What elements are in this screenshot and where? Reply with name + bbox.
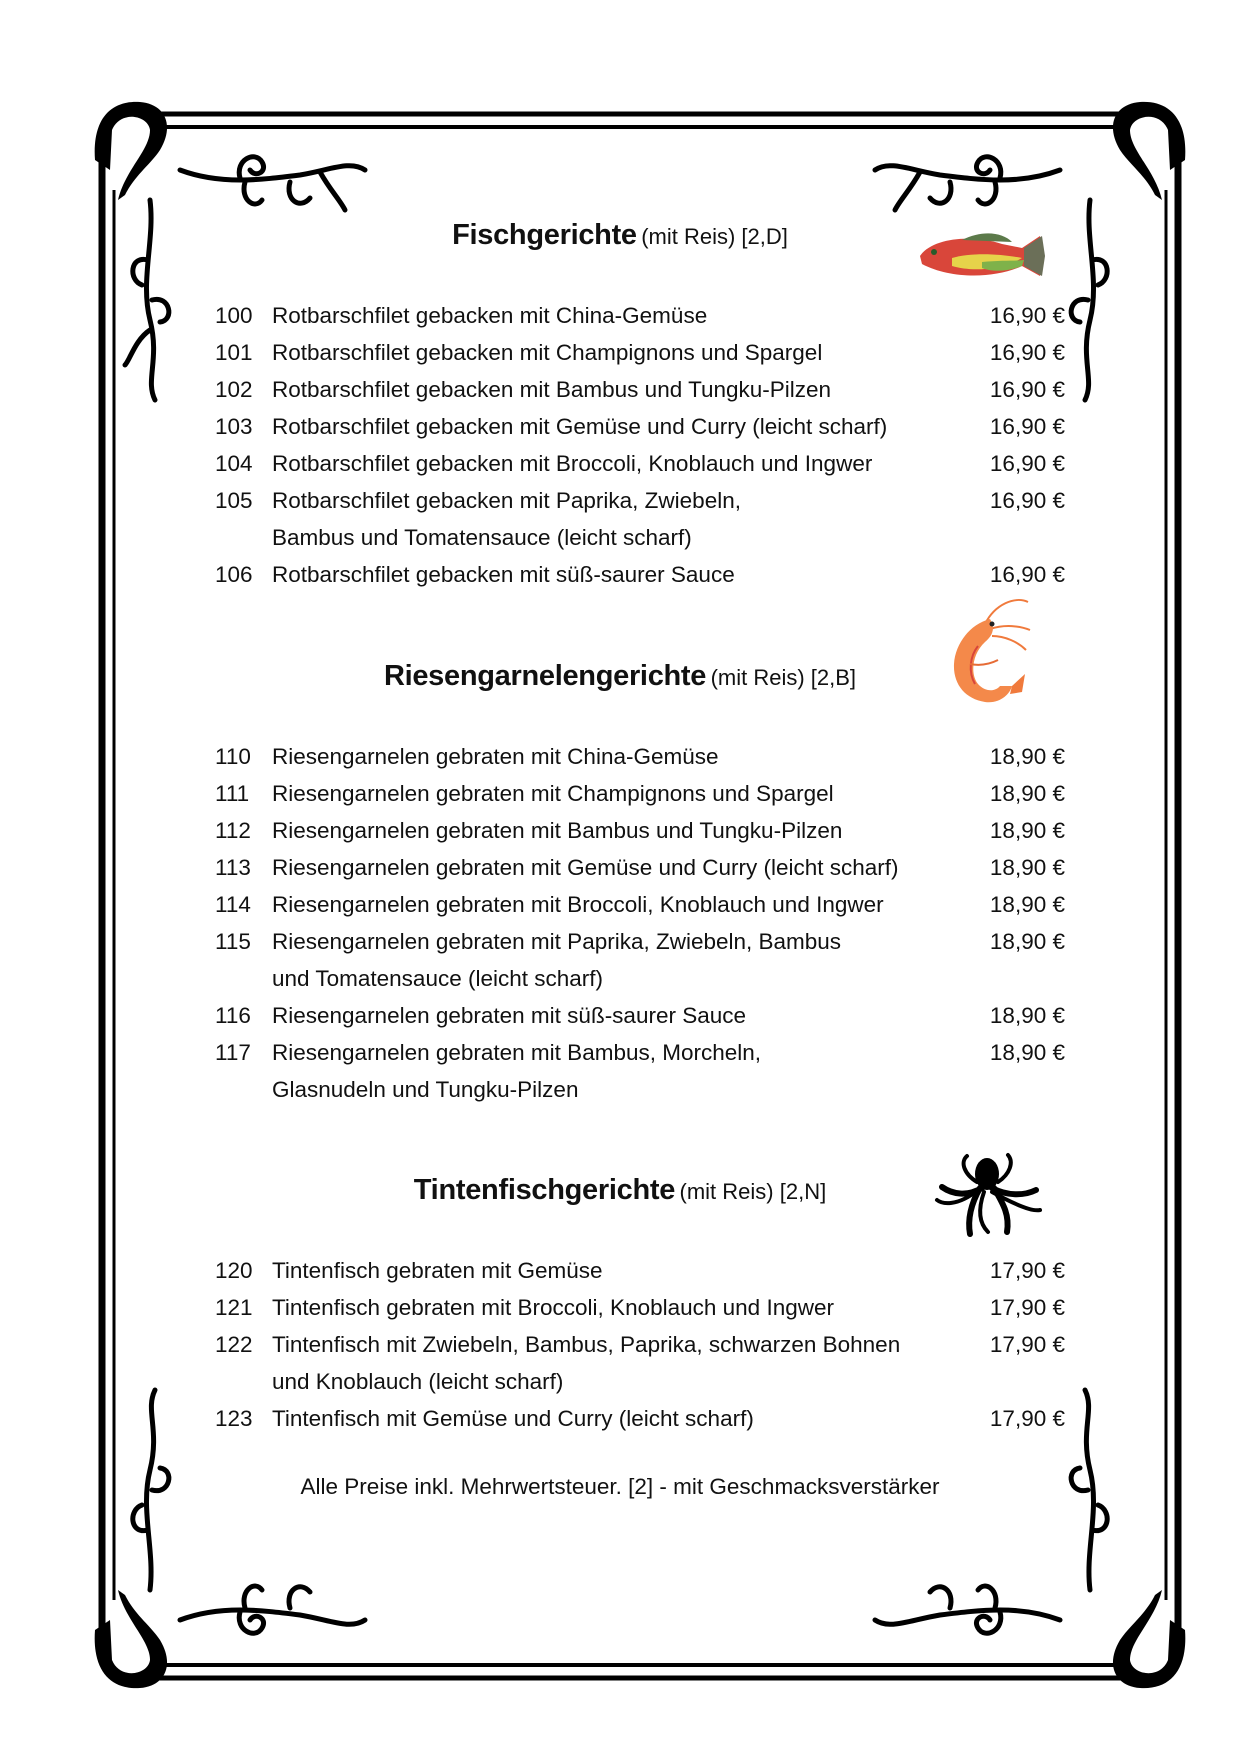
menu-item	[205, 408, 1065, 445]
item-description: Riesengarnelen gebraten mit Bambus und Tungku-Pilzen	[272, 818, 843, 843]
menu-item	[205, 997, 1065, 1034]
section-title: Fischgerichte	[452, 219, 637, 251]
item-description: Riesengarnelen gebraten mit süß-saurer Sauce	[272, 1003, 747, 1028]
menu-item	[205, 738, 1065, 775]
item-description-continued: Glasnudeln und Tungku-Pilzen	[272, 1077, 579, 1102]
item-description: Rotbarschfilet gebacken mit Champignons und Spargel	[272, 340, 823, 365]
menu-item	[205, 849, 1065, 886]
section-heading-fish	[0, 219, 1240, 252]
menu-item	[205, 371, 1065, 408]
item-number: 101	[215, 340, 253, 365]
item-number: 112	[215, 818, 251, 843]
section-heading-shrimp	[0, 660, 1240, 693]
item-description-continued: und Knoblauch (leicht scharf)	[272, 1369, 564, 1394]
item-description: Riesengarnelen gebraten mit Bambus, Morcheln,	[272, 1040, 762, 1065]
item-description: Rotbarschfilet gebacken mit Broccoli, Knoblauch und Ingwer	[272, 451, 873, 476]
fish-icon	[912, 226, 1047, 288]
item-description: Rotbarschfilet gebacken mit China-Gemüse	[272, 303, 708, 328]
item-price: 18,90 €	[989, 744, 1065, 769]
section-subtitle: (mit Reis) [2,N]	[679, 1179, 827, 1204]
item-description: Riesengarnelen gebraten mit China-Gemüse	[272, 744, 719, 769]
item-description: Rotbarschfilet gebacken mit Paprika, Zwiebeln,	[272, 488, 741, 513]
item-price: 16,90 €	[989, 414, 1065, 439]
section-title: Riesengarnelengerichte	[383, 660, 707, 692]
menu-item	[205, 886, 1065, 923]
section-subtitle: (mit Reis) [2,D]	[641, 224, 788, 249]
menu-item	[205, 923, 1065, 991]
section-subtitle: (mit Reis) [2,B]	[710, 665, 857, 690]
item-price: 18,90 €	[989, 818, 1065, 843]
shrimp-icon	[940, 594, 1035, 709]
item-description: Rotbarschfilet gebacken mit süß-saurer Sauce	[272, 562, 735, 587]
menu-item	[205, 482, 1065, 550]
item-number: 115	[215, 929, 251, 954]
item-price: 18,90 €	[989, 892, 1065, 917]
item-price: 18,90 €	[989, 855, 1065, 880]
item-number: 102	[215, 377, 253, 402]
menu-item	[205, 1400, 1065, 1437]
item-number: 106	[215, 562, 253, 587]
menu-item	[205, 297, 1065, 334]
item-number: 114	[215, 892, 251, 917]
price-footnote: Alle Preise inkl. Mehrwertsteuer. [2] - mit Geschmacksverstärker	[300, 1474, 940, 1499]
item-number: 111	[215, 781, 250, 806]
item-price: 18,90 €	[989, 1003, 1065, 1028]
menu-item	[205, 775, 1065, 812]
item-description-continued: und Tomatensauce (leicht scharf)	[272, 966, 604, 991]
item-number: 110	[215, 744, 251, 769]
item-price: 17,90 €	[989, 1406, 1065, 1431]
item-number: 100	[215, 303, 253, 328]
item-price: 16,90 €	[989, 451, 1065, 476]
section-heading-squid	[0, 1174, 1240, 1207]
item-price: 16,90 €	[989, 340, 1065, 365]
item-description: Riesengarnelen gebraten mit Paprika, Zwiebeln, Bambus	[272, 929, 842, 954]
item-number: 120	[215, 1258, 253, 1283]
item-number: 117	[215, 1040, 251, 1065]
item-description-continued: Bambus und Tomatensauce (leicht scharf)	[272, 525, 692, 550]
item-description: Rotbarschfilet gebacken mit Bambus und Tungku-Pilzen	[272, 377, 832, 402]
item-number: 105	[215, 488, 253, 513]
item-number: 123	[215, 1406, 253, 1431]
menu-item	[205, 1034, 1065, 1102]
section-title: Tintenfischgerichte	[413, 1174, 676, 1206]
item-price: 16,90 €	[989, 377, 1065, 402]
menu-item	[205, 1326, 1065, 1394]
item-number: 116	[215, 1003, 251, 1028]
menu-item	[205, 812, 1065, 849]
item-description: Riesengarnelen gebraten mit Champignons und Spargel	[272, 781, 834, 806]
item-price: 16,90 €	[989, 562, 1065, 587]
item-price: 17,90 €	[989, 1295, 1065, 1320]
item-price: 18,90 €	[989, 1040, 1065, 1065]
menu-item	[205, 1289, 1065, 1326]
item-price: 16,90 €	[989, 303, 1065, 328]
item-price: 18,90 €	[989, 929, 1065, 954]
menu-item	[205, 334, 1065, 371]
item-number: 104	[215, 451, 253, 476]
item-description: Rotbarschfilet gebacken mit Gemüse und Curry (leicht scharf)	[272, 414, 888, 439]
item-number: 121	[215, 1295, 253, 1320]
item-price: 17,90 €	[989, 1258, 1065, 1283]
item-description: Tintenfisch mit Zwiebeln, Bambus, Paprika, schwarzen Bohnen	[272, 1332, 901, 1357]
menu-item	[205, 445, 1065, 482]
item-number: 103	[215, 414, 253, 439]
octopus-icon	[932, 1152, 1047, 1242]
item-description: Tintenfisch gebraten mit Gemüse	[272, 1258, 603, 1283]
item-number: 113	[215, 855, 251, 880]
item-price: 17,90 €	[989, 1332, 1065, 1357]
menu-item	[205, 556, 1065, 593]
item-number: 122	[215, 1332, 253, 1357]
item-description: Riesengarnelen gebraten mit Broccoli, Knoblauch und Ingwer	[272, 892, 884, 917]
item-price: 18,90 €	[989, 781, 1065, 806]
item-description: Riesengarnelen gebraten mit Gemüse und Curry (leicht scharf)	[272, 855, 899, 880]
item-description: Tintenfisch gebraten mit Broccoli, Knoblauch und Ingwer	[272, 1295, 834, 1320]
item-description: Tintenfisch mit Gemüse und Curry (leicht scharf)	[272, 1406, 754, 1431]
menu-item	[205, 1252, 1065, 1289]
item-price: 16,90 €	[989, 488, 1065, 513]
